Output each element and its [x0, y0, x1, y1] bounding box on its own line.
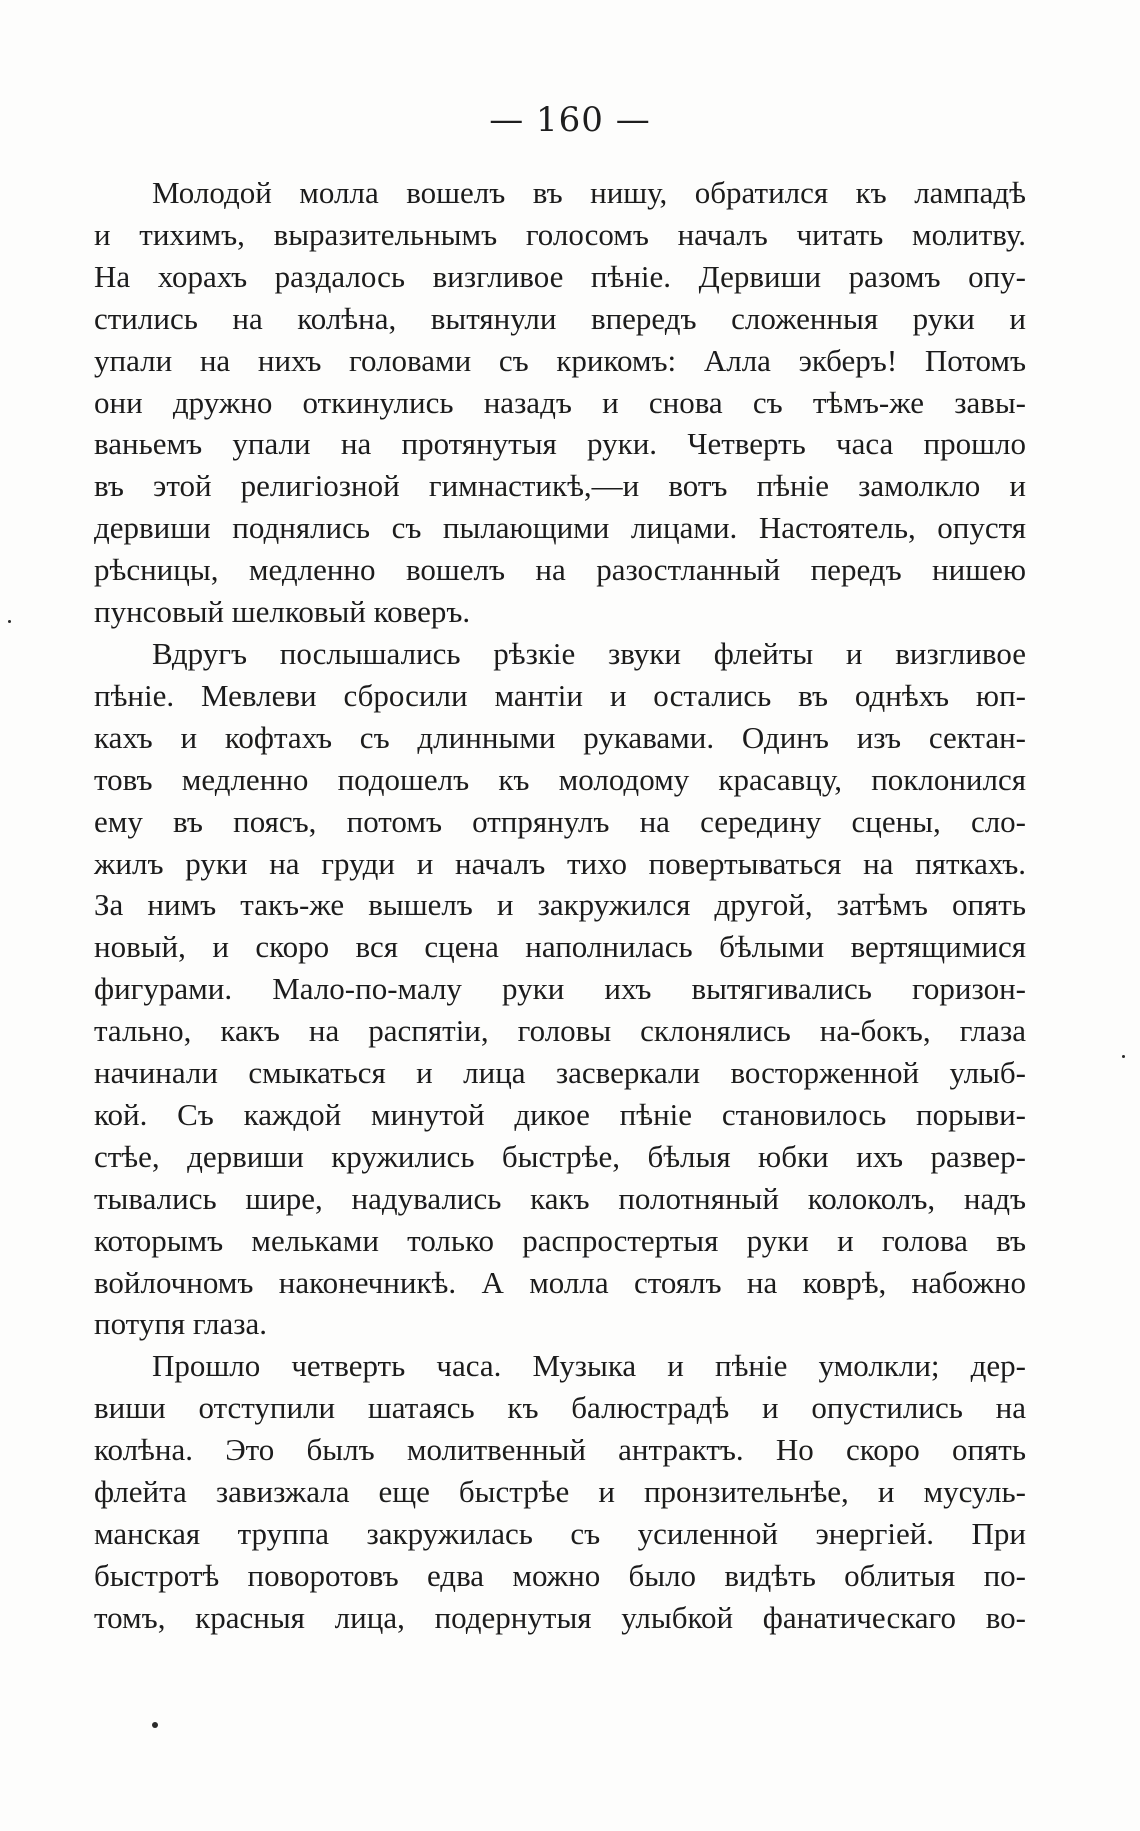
text-line: быстротѣ поворотовъ едва можно было видѣть облитыя по- — [94, 1557, 1026, 1593]
text-line: которымъ мельками только распростертыя руки и голова въ — [94, 1222, 1026, 1258]
text-line: манская труппа закружилась съ усиленной энергіей. При — [94, 1516, 1026, 1551]
text-line: кахъ и кофтахъ съ длинными рукавами. Одинъ изъ сектан- — [94, 719, 1026, 755]
text-line: ему въ поясъ, потомъ отпрянулъ на середину сцены, сло- — [94, 803, 1026, 839]
text-line: потупя глаза. — [94, 1306, 268, 1342]
scan-speck — [8, 620, 11, 623]
text-line: Вдругъ послышались рѣзкіе звуки флейты и визгливое — [152, 635, 1026, 671]
text-line: колѣна. Это былъ молитвенный антрактъ. Но скоро опять — [94, 1432, 1026, 1468]
text-line: Молодой молла вошелъ въ нишу, обратился къ лампадѣ — [152, 175, 1026, 210]
text-line: они дружно откинулись назадъ и снова съ тѣмъ-же завы- — [94, 384, 1026, 420]
text-line: войлочномъ наконечникѣ. А молла стоялъ на коврѣ, набожно — [94, 1264, 1026, 1300]
text-line: томъ, красныя лица, подернутыя улыбкой фанатическаго во- — [94, 1599, 1026, 1635]
scan-speck — [1122, 1055, 1125, 1058]
text-line: тывались шире, надувались какъ полотняный колоколъ, надъ — [94, 1180, 1026, 1216]
text-line: стѣе, дервиши кружились быстрѣе, бѣлыя юбки ихъ развер- — [94, 1138, 1026, 1174]
body-text — [94, 172, 1026, 1639]
text-line: стились на колѣна, вытянули впередъ сложенныя руки и — [94, 300, 1026, 336]
page-number: — 160 — — [489, 100, 651, 140]
scan-speck — [152, 1722, 158, 1728]
text-line: и тихимъ, выразительнымъ голосомъ началъ читать молитву. — [94, 216, 1026, 252]
paragraph-1 — [94, 172, 1026, 633]
text-line: флейта завизжала еще быстрѣе и пронзительнѣе, и мусуль- — [94, 1474, 1026, 1510]
text-line: фигурами. Мало-по-малу руки ихъ вытягивались горизон- — [94, 971, 1026, 1007]
text-line: дервиши поднялись съ пылающими лицами. Настоятель, опустя — [94, 510, 1026, 546]
text-line: Прошло четверть часа. Музыка и пѣніе умолкли; дер- — [152, 1348, 1026, 1384]
text-line: тально, какъ на распятіи, головы склонялись на-бокъ, глаза — [94, 1013, 1026, 1049]
text-line: новый, и скоро вся сцена наполнилась бѣлыми вертящимися — [94, 929, 1026, 965]
text-line: За нимъ такъ-же вышелъ и закружился другой, затѣмъ опять — [94, 887, 1026, 923]
text-line: въ этой религіозной гимнастикѣ,—и вотъ пѣніе замолкло и — [94, 468, 1026, 504]
paragraph-2 — [94, 633, 1026, 1345]
text-line: пунсовый шелковый коверъ. — [94, 594, 471, 630]
text-line: жилъ руки на груди и началъ тихо повертываться на пяткахъ. — [94, 845, 1026, 881]
text-line: упали на нихъ головами съ крикомъ: Алла экберъ! Потомъ — [94, 342, 1026, 378]
text-line: рѣсницы, медленно вошелъ на разостланный передъ нишею — [94, 552, 1026, 588]
text-line: ваньемъ упали на протянутыя руки. Четверть часа прошло — [94, 426, 1026, 462]
paragraph-3 — [94, 1345, 1026, 1638]
text-line: пѣніе. Мевлеви сбросили мантіи и остались въ однѣхъ юп- — [94, 677, 1026, 713]
text-line: виши отступили шатаясь къ балюстрадѣ и опустились на — [94, 1390, 1026, 1426]
text-line: товъ медленно подошелъ къ молодому красавцу, поклонился — [94, 761, 1026, 797]
text-line: начинали смыкаться и лица засверкали восторженной улыб- — [94, 1055, 1026, 1091]
text-line: На хорахъ раздалось визгливое пѣніе. Дервиши разомъ опу- — [94, 258, 1026, 294]
text-line: кой. Съ каждой минутой дикое пѣніе становилось порыви- — [94, 1096, 1026, 1132]
